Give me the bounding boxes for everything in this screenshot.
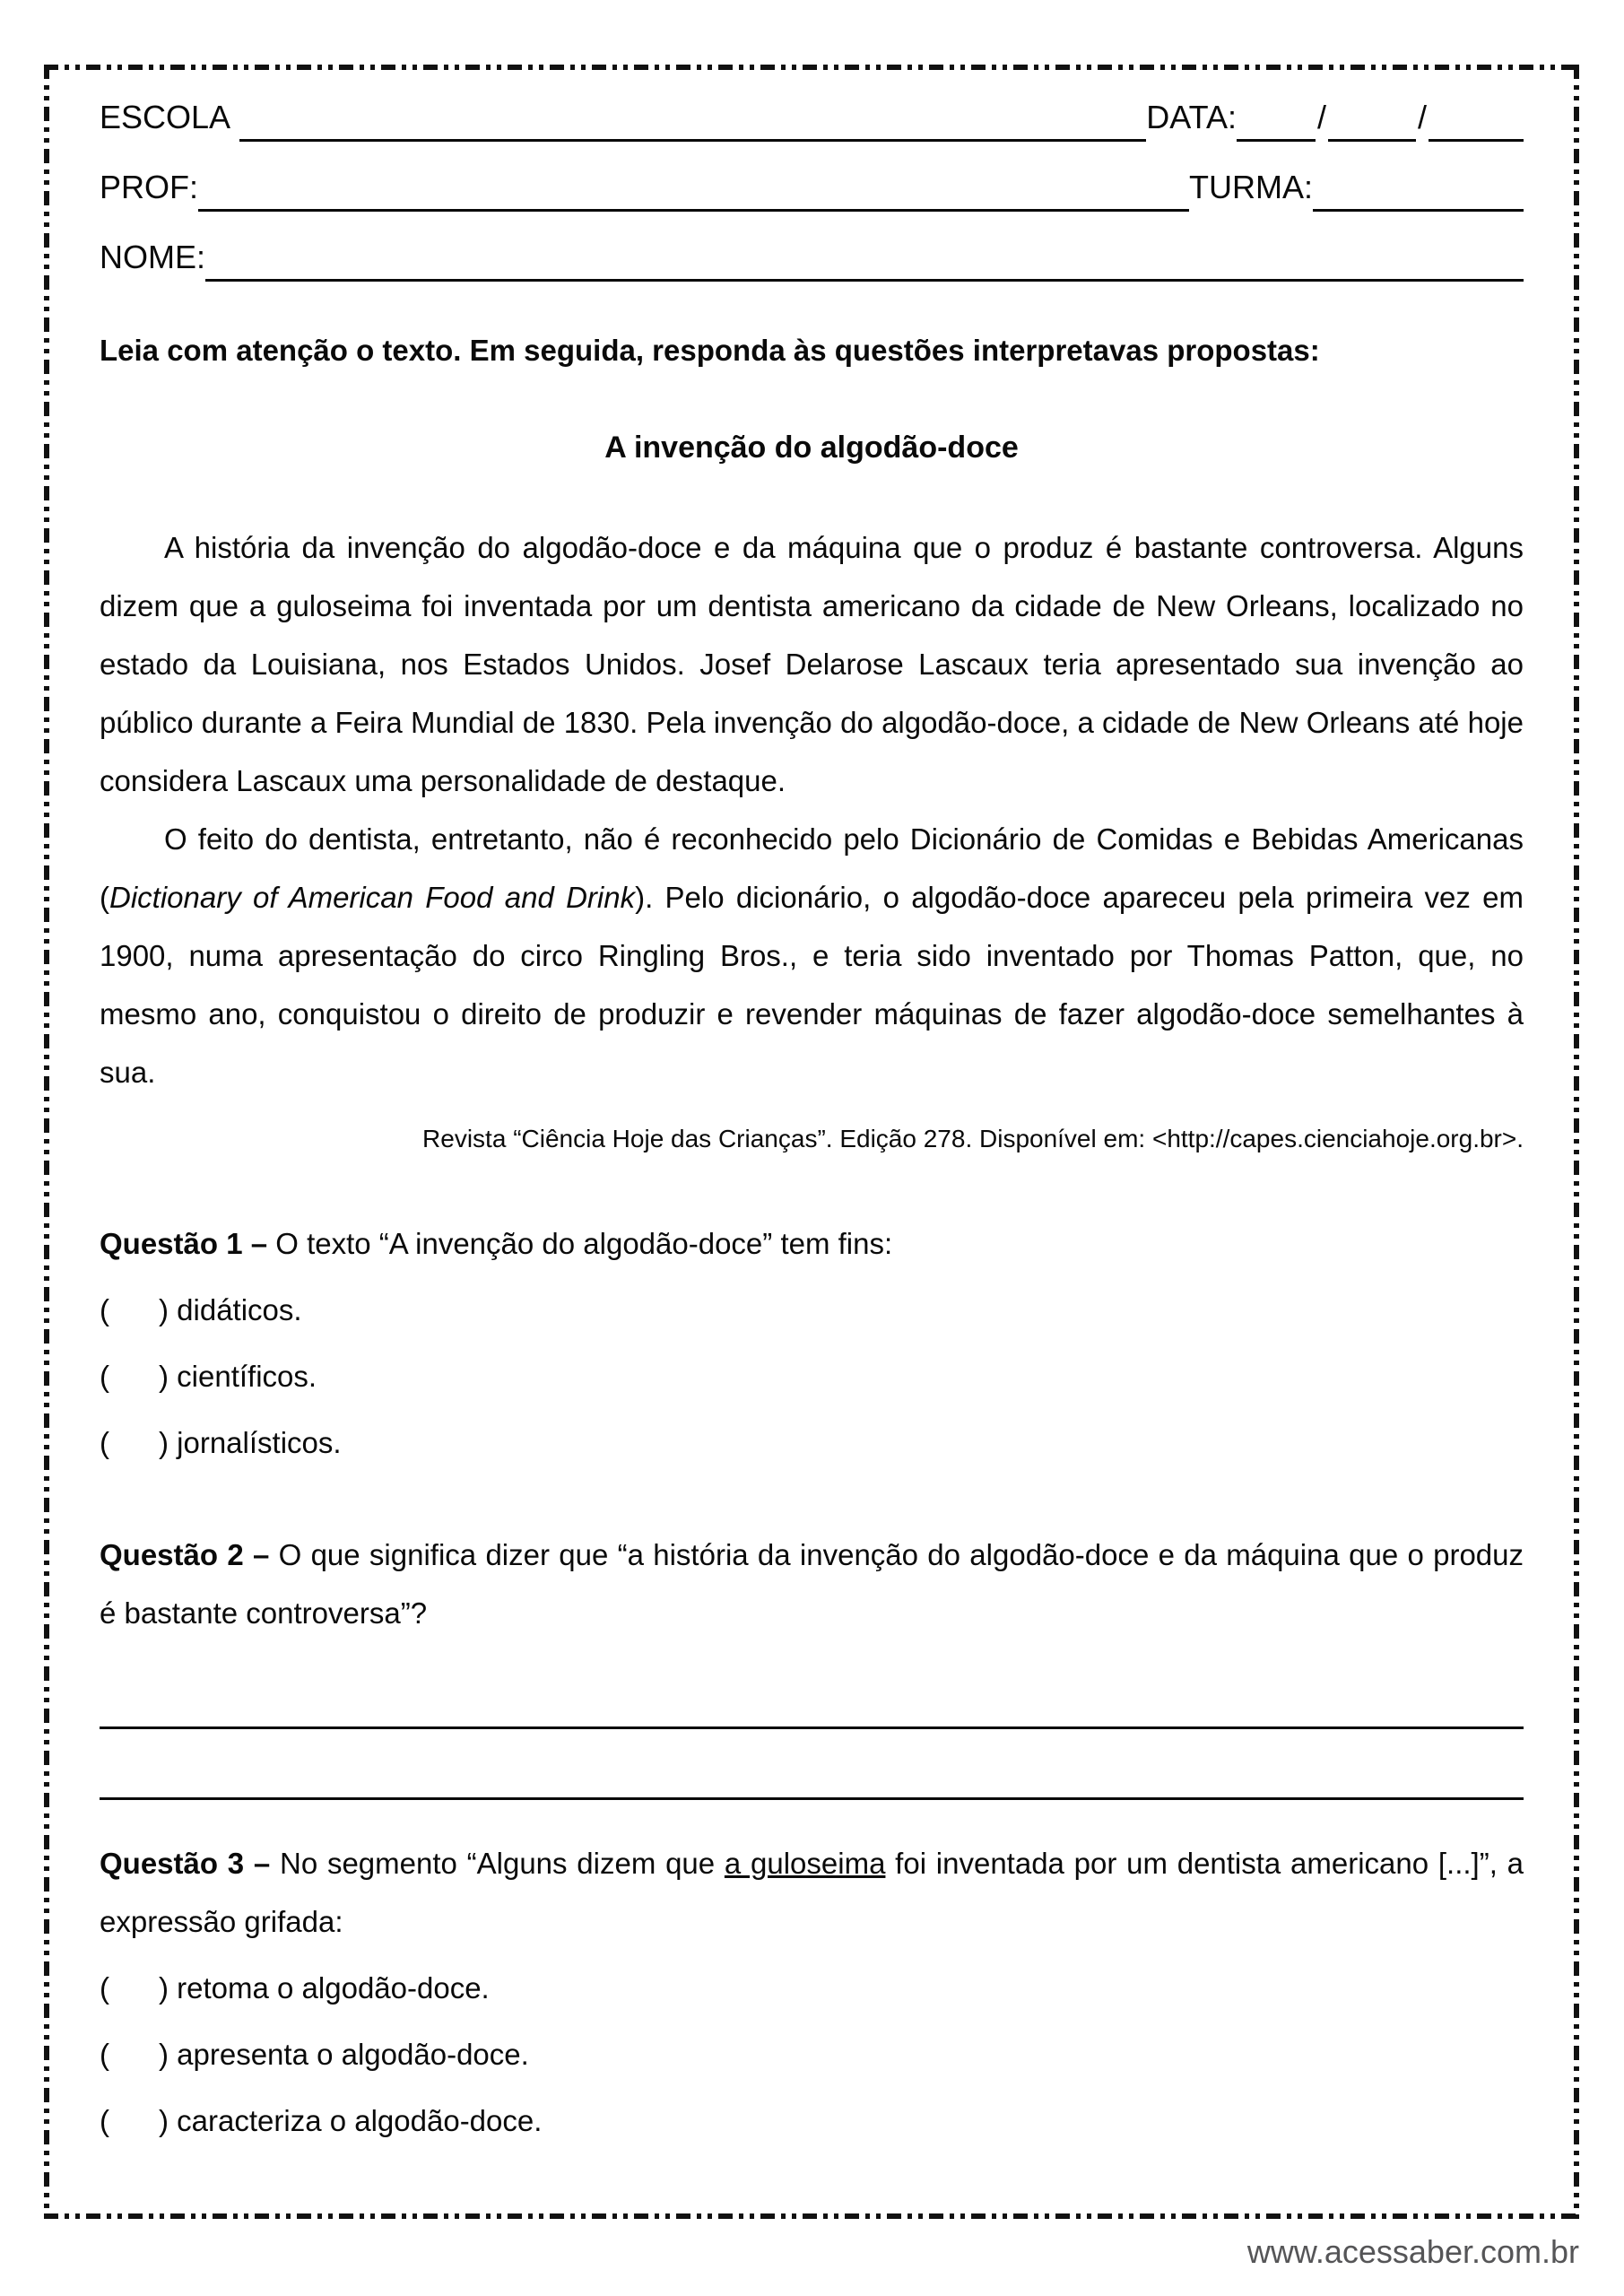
question-3-heading	[100, 1834, 1524, 1951]
class-label: TURMA:	[1189, 169, 1313, 205]
school-date-row	[100, 99, 1524, 144]
question-3-option-2[interactable]: ( ) apresenta o algodão-doce.	[100, 2038, 529, 2071]
prof-class-row	[100, 169, 1524, 213]
paragraph-2-text-end: ). Pelo dicionário, o algodão-doce apareceu pela primeira vez em 1900, numa apresentação do circo Ringling Bros., e teria sido inventado por Thomas Patton, que, no mesmo ano, conquistou o direito de produzir e revender máquinas de fazer algodão-doce semelhantes à sua.	[100, 881, 1524, 1089]
name-row	[100, 239, 1524, 283]
question-2-prompt: O que significa dizer que “a história da invenção do algodão-doce e da máquina que o produz é bastante controversa”?	[100, 1538, 1524, 1630]
passage-paragraph-1: A história da invenção do algodão-doce e da máquina que o produz é bastante controversa. Alguns dizem que a guloseima foi inventada por um dentista americano da cidade de New Orleans, localizado no estado da Louisiana, nos Estados Unidos. Josef Delarose Lascaux teria apresentado sua invenção ao público durante a Feira Mundial de 1830. Pela invenção do algodão-doce, a cidade de New Orleans até hoje considera Lascaux uma personalidade de destaque.	[100, 531, 1524, 797]
question-3-underlined-expression: a guloseima	[724, 1847, 886, 1880]
date-month-blank[interactable]	[1328, 109, 1416, 142]
passage-title: A invenção do algodão-doce	[604, 430, 1019, 465]
passage-body	[100, 518, 1524, 1101]
passage-source: Revista “Ciência Hoje das Crianças”. Edição 278. Disponível em: <http://capes.cienciahoje.org.br>.	[422, 1125, 1524, 1152]
question-3-prompt-end: foi inventada por um dentista americano [...]”, a expressão grifada:	[100, 1847, 1524, 1938]
question-2-heading	[100, 1526, 1524, 1642]
prof-label: PROF:	[100, 169, 199, 205]
answer-line-1[interactable]	[100, 1658, 1524, 1729]
worksheet-border	[44, 65, 1579, 2219]
passage-paragraph-2	[100, 810, 1524, 1101]
paragraph-2-book-title: Dictionary of American Food and Drink	[109, 881, 636, 914]
paragraph-2-text: O feito do dentista, entretanto, não é reconhecido pelo Dicionário de Comidas e Bebidas Americanas (	[100, 822, 1524, 914]
question-2-number: Questão 2 –	[100, 1538, 279, 1571]
question-1-number: Questão 1 –	[100, 1227, 276, 1260]
question-3	[100, 1834, 1524, 2150]
worksheet-content	[44, 65, 1579, 2219]
question-3-number: Questão 3 –	[100, 1847, 281, 1880]
question-1	[100, 1214, 1524, 1472]
date-day-blank[interactable]	[1237, 109, 1316, 142]
question-2	[100, 1526, 1524, 1800]
prof-blank[interactable]	[198, 178, 1189, 212]
date-slash-1: /	[1316, 99, 1326, 135]
question-1-heading	[100, 1214, 1524, 1273]
question-3-prompt: No segmento “Alguns dizem que	[280, 1847, 725, 1880]
name-label: NOME:	[100, 239, 206, 275]
question-3-option-3[interactable]: ( ) caracteriza o algodão-doce.	[100, 2104, 543, 2137]
question-1-option-1[interactable]: ( ) didáticos.	[100, 1293, 302, 1326]
question-1-option-2[interactable]: ( ) científicos.	[100, 1360, 317, 1393]
answer-line-2[interactable]	[100, 1729, 1524, 1800]
question-3-option-1[interactable]: ( ) retoma o algodão-doce.	[100, 1971, 490, 2005]
date-slash-2: /	[1417, 99, 1427, 135]
question-2-answer-area	[100, 1658, 1524, 1800]
question-1-option-3[interactable]: ( ) jornalísticos.	[100, 1426, 342, 1459]
school-label: ESCOLA	[100, 99, 231, 135]
question-1-prompt: O texto “A invenção do algodão-doce” tem fins:	[275, 1227, 893, 1260]
school-blank[interactable]	[239, 109, 1146, 142]
footer-url: www.acessaber.com.br	[1246, 2233, 1579, 2270]
date-year-blank[interactable]	[1429, 109, 1524, 142]
instruction-text: Leia com atenção o texto. Em seguida, responda às questões interpretavas propostas:	[100, 334, 1320, 367]
class-blank[interactable]	[1313, 178, 1524, 212]
name-blank[interactable]	[205, 248, 1524, 282]
date-label: DATA:	[1146, 99, 1237, 135]
